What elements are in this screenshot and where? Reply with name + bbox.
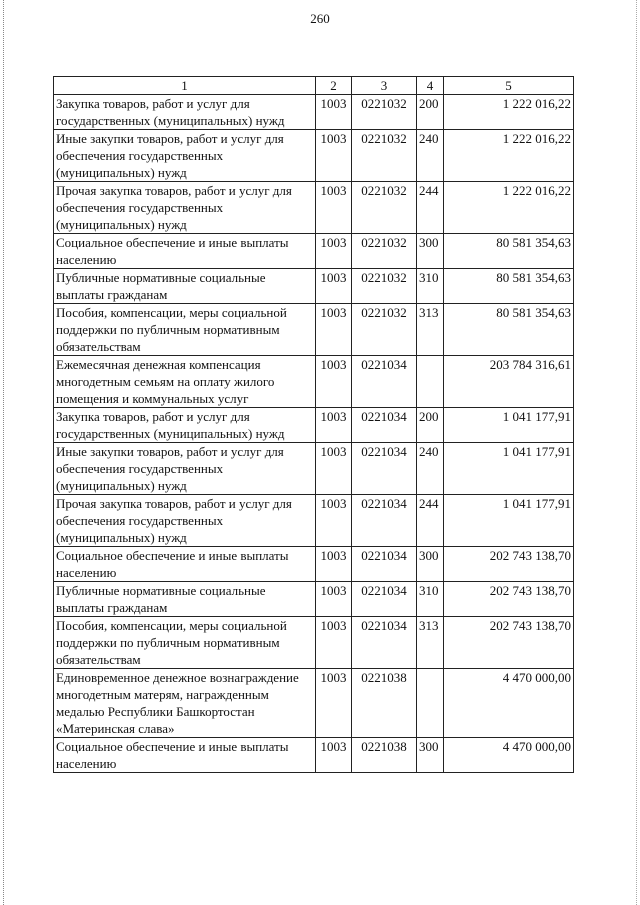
cell-target-article: 0221032 [352, 234, 417, 269]
cell-section: 1003 [316, 617, 352, 669]
cell-section: 1003 [316, 356, 352, 408]
table-header-row [54, 77, 574, 95]
cell-expense-type [417, 669, 444, 738]
cell-amount: 4 470 000,00 [444, 738, 574, 773]
table-row [54, 582, 574, 617]
table-row [54, 269, 574, 304]
cell-amount: 203 784 316,61 [444, 356, 574, 408]
cell-name: Социальное обеспечение и иные выплаты населению [54, 234, 316, 269]
cell-name: Прочая закупка товаров, работ и услуг для обеспечения государственных (муниципальных) нужд [54, 182, 316, 234]
cell-target-article: 0221032 [352, 304, 417, 356]
table-row [54, 617, 574, 669]
cell-target-article: 0221034 [352, 356, 417, 408]
cell-section: 1003 [316, 547, 352, 582]
cell-section: 1003 [316, 269, 352, 304]
cell-target-article: 0221032 [352, 95, 417, 130]
cell-target-article: 0221038 [352, 738, 417, 773]
cell-name: Публичные нормативные социальные выплаты гражданам [54, 269, 316, 304]
cell-amount: 80 581 354,63 [444, 304, 574, 356]
cell-expense-type: 310 [417, 269, 444, 304]
cell-section: 1003 [316, 669, 352, 738]
cell-amount: 1 041 177,91 [444, 495, 574, 547]
cell-name: Публичные нормативные социальные выплаты гражданам [54, 582, 316, 617]
cell-target-article: 0221034 [352, 495, 417, 547]
cell-name: Единовременное денежное вознаграждение многодетным матерям, награжденным медалью Республики Башкортостан «Материнская слава» [54, 669, 316, 738]
column-header-expense-type: 4 [417, 77, 444, 95]
cell-target-article: 0221034 [352, 582, 417, 617]
cell-expense-type: 240 [417, 443, 444, 495]
column-header-section: 2 [316, 77, 352, 95]
cell-target-article: 0221034 [352, 547, 417, 582]
cell-amount: 4 470 000,00 [444, 669, 574, 738]
cell-amount: 1 222 016,22 [444, 182, 574, 234]
cell-name: Иные закупки товаров, работ и услуг для обеспечения государственных (муниципальных) нужд [54, 130, 316, 182]
cell-amount: 202 743 138,70 [444, 617, 574, 669]
cell-expense-type: 244 [417, 495, 444, 547]
cell-name: Социальное обеспечение и иные выплаты населению [54, 738, 316, 773]
page-edge-left [3, 0, 5, 905]
table-row [54, 304, 574, 356]
cell-expense-type: 313 [417, 617, 444, 669]
column-header-target-article: 3 [352, 77, 417, 95]
cell-expense-type: 200 [417, 408, 444, 443]
cell-section: 1003 [316, 738, 352, 773]
table-row [54, 495, 574, 547]
cell-name: Пособия, компенсации, меры социальной поддержки по публичным нормативным обязательствам [54, 304, 316, 356]
cell-section: 1003 [316, 304, 352, 356]
cell-expense-type: 200 [417, 95, 444, 130]
budget-table [53, 76, 574, 773]
cell-target-article: 0221038 [352, 669, 417, 738]
cell-section: 1003 [316, 234, 352, 269]
table-row [54, 408, 574, 443]
table-row [54, 95, 574, 130]
cell-amount: 1 222 016,22 [444, 130, 574, 182]
table-row [54, 669, 574, 738]
cell-target-article: 0221032 [352, 269, 417, 304]
cell-amount: 1 041 177,91 [444, 408, 574, 443]
cell-name: Закупка товаров, работ и услуг для государственных (муниципальных) нужд [54, 408, 316, 443]
cell-target-article: 0221034 [352, 408, 417, 443]
cell-expense-type: 300 [417, 234, 444, 269]
cell-section: 1003 [316, 443, 352, 495]
cell-expense-type: 300 [417, 547, 444, 582]
page-edge-right [636, 0, 638, 905]
table-row [54, 234, 574, 269]
cell-target-article: 0221032 [352, 182, 417, 234]
cell-section: 1003 [316, 495, 352, 547]
cell-target-article: 0221034 [352, 617, 417, 669]
cell-name: Пособия, компенсации, меры социальной поддержки по публичным нормативным обязательствам [54, 617, 316, 669]
table-row [54, 738, 574, 773]
cell-name: Социальное обеспечение и иные выплаты населению [54, 547, 316, 582]
cell-name: Иные закупки товаров, работ и услуг для обеспечения государственных (муниципальных) нужд [54, 443, 316, 495]
cell-name: Закупка товаров, работ и услуг для государственных (муниципальных) нужд [54, 95, 316, 130]
table-row [54, 443, 574, 495]
cell-section: 1003 [316, 130, 352, 182]
cell-expense-type: 310 [417, 582, 444, 617]
table-row [54, 182, 574, 234]
cell-target-article: 0221032 [352, 130, 417, 182]
cell-target-article: 0221034 [352, 443, 417, 495]
cell-amount: 202 743 138,70 [444, 547, 574, 582]
table-row [54, 130, 574, 182]
page-number: 260 [310, 11, 330, 26]
cell-expense-type: 240 [417, 130, 444, 182]
cell-amount: 80 581 354,63 [444, 269, 574, 304]
table-row [54, 547, 574, 582]
cell-expense-type: 300 [417, 738, 444, 773]
column-header-amount: 5 [444, 77, 574, 95]
cell-section: 1003 [316, 408, 352, 443]
cell-expense-type [417, 356, 444, 408]
cell-name: Ежемесячная денежная компенсация многодетным семьям на оплату жилого помещения и коммунальных услуг [54, 356, 316, 408]
cell-section: 1003 [316, 95, 352, 130]
cell-amount: 202 743 138,70 [444, 582, 574, 617]
cell-amount: 1 222 016,22 [444, 95, 574, 130]
table-row [54, 356, 574, 408]
cell-expense-type: 244 [417, 182, 444, 234]
cell-amount: 1 041 177,91 [444, 443, 574, 495]
cell-expense-type: 313 [417, 304, 444, 356]
table-body [54, 95, 574, 773]
cell-section: 1003 [316, 582, 352, 617]
column-header-name: 1 [54, 77, 316, 95]
cell-name: Прочая закупка товаров, работ и услуг для обеспечения государственных (муниципальных) нужд [54, 495, 316, 547]
cell-section: 1003 [316, 182, 352, 234]
cell-amount: 80 581 354,63 [444, 234, 574, 269]
